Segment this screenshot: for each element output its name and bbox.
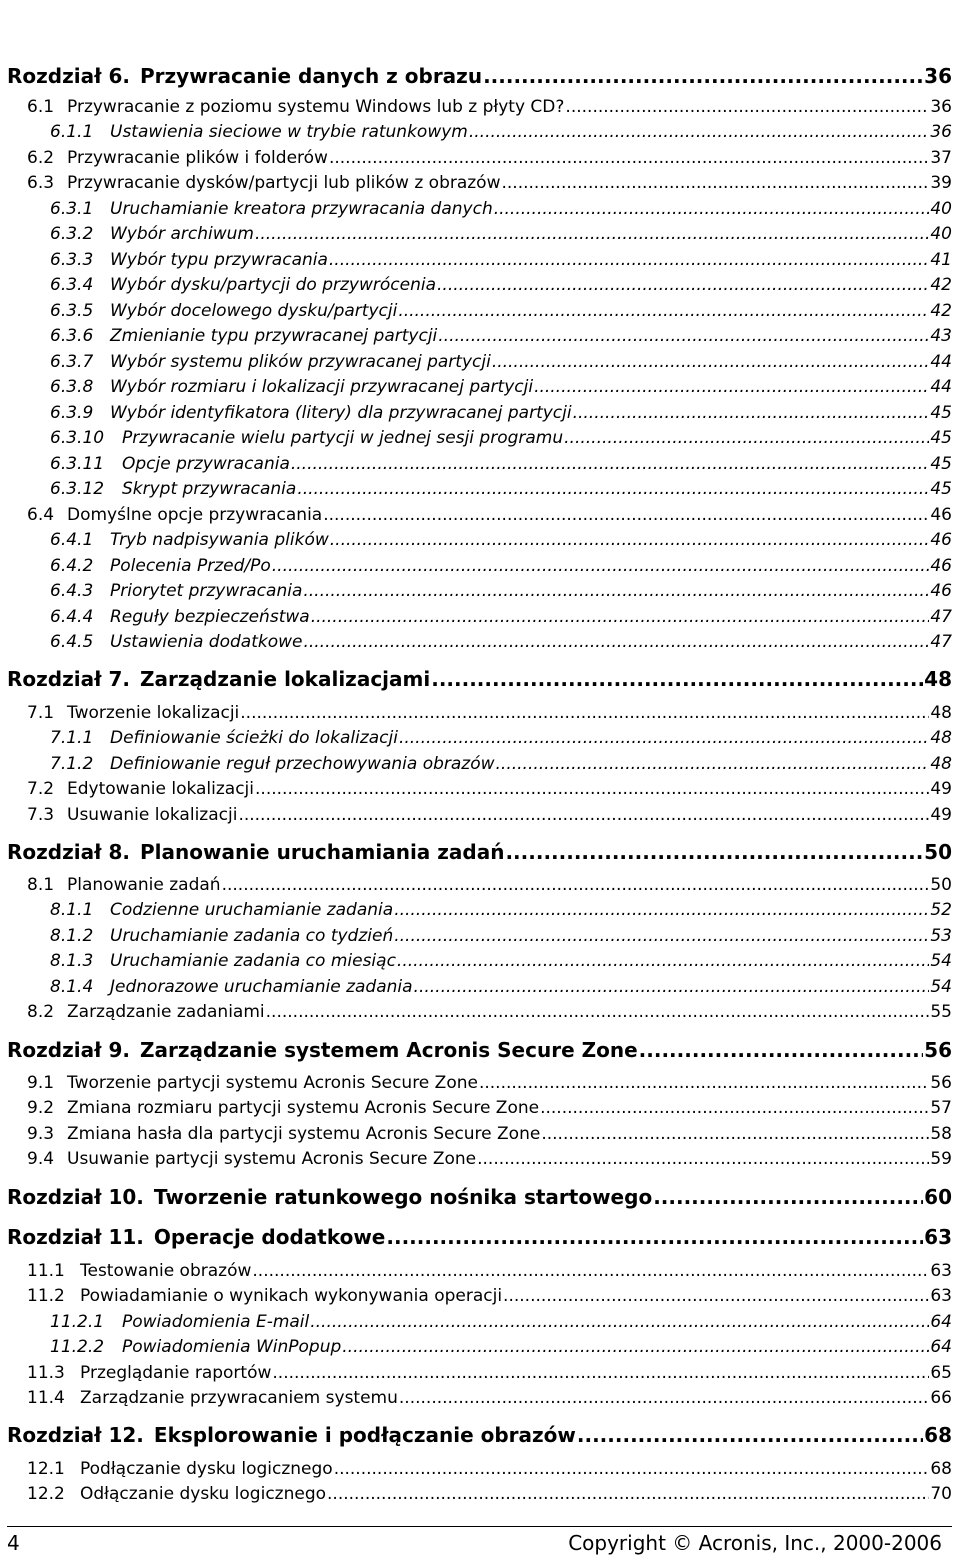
toc-subsection-row[interactable]: [50, 377, 952, 397]
toc-entry-title: Planowanie uruchamiania zadań: [140, 840, 505, 864]
toc-dot-leader: [255, 779, 929, 799]
toc-entry-page: 40: [930, 224, 952, 244]
toc-entry-title: Wybór systemu plików przywracanej partycji: [110, 352, 491, 372]
toc-dot-leader: [327, 1484, 929, 1504]
toc-entry-number: 6.4.5: [50, 632, 94, 652]
toc-entry-page: 48: [930, 703, 952, 723]
toc-entry-number: 9.4: [27, 1149, 55, 1169]
toc-dot-leader: [329, 148, 929, 168]
toc-entry-title: Przywracanie wielu partycji w jednej sesji programu: [122, 428, 564, 448]
toc-entry-title: Wybór rozmiaru i lokalizacji przywracanej partycji: [110, 377, 534, 397]
toc-entry-number: 11.1: [27, 1261, 65, 1281]
toc-subsection-row[interactable]: [50, 275, 952, 295]
toc-entry-page: 54: [930, 977, 952, 997]
toc-entry-page: 59: [930, 1149, 952, 1169]
toc-subsection-row[interactable]: [50, 632, 952, 652]
footer-divider: [7, 1526, 952, 1527]
toc-entry-number: 6.3.4: [50, 275, 94, 295]
toc-entry-title: Planowanie zadań: [67, 875, 221, 895]
toc-entry-page: 65: [930, 1363, 952, 1383]
toc-entry-number: Rozdział 11.: [7, 1225, 144, 1249]
toc-entry-title: Wybór archiwum: [110, 224, 254, 244]
toc-section-row[interactable]: [27, 173, 952, 193]
toc-entry-number: 7.1.1: [50, 728, 94, 748]
toc-entry-number: Rozdział 7.: [7, 667, 130, 691]
toc-entry-page: 36: [930, 122, 952, 142]
toc-dot-leader: [437, 275, 929, 295]
toc-subsection-row[interactable]: [50, 951, 952, 971]
toc-entry-number: 11.4: [27, 1388, 65, 1408]
toc-dot-leader: [492, 352, 930, 372]
toc-dot-leader: [394, 900, 929, 920]
toc-entry-title: Ustawienia dodatkowe: [110, 632, 303, 652]
toc-section-row[interactable]: [27, 1098, 952, 1118]
toc-entry-number: 6.3.2: [50, 224, 94, 244]
toc-entry-title: Zarządzanie zadaniami: [67, 1002, 265, 1022]
toc-entry-page: 42: [930, 301, 952, 321]
toc-entry-number: 9.3: [27, 1124, 55, 1144]
toc-entry-number: 6.3.10: [50, 428, 105, 448]
toc-subsection-row[interactable]: [50, 900, 952, 920]
toc-dot-leader: [479, 1073, 929, 1093]
toc-dot-leader: [272, 556, 930, 576]
toc-entry-number: 9.2: [27, 1098, 55, 1118]
toc-entry-title: Jednorazowe uruchamianie zadania: [110, 977, 413, 997]
toc-dot-leader: [564, 428, 929, 448]
toc-chapter-row[interactable]: [7, 1038, 952, 1062]
toc-subsection-row[interactable]: [50, 479, 952, 499]
toc-entry-page: 60: [924, 1185, 952, 1209]
toc-subsection-row[interactable]: [50, 250, 952, 270]
toc-entry-page: 70: [930, 1484, 952, 1504]
toc-dot-leader: [399, 1388, 929, 1408]
toc-section-row[interactable]: [27, 1149, 952, 1169]
toc-section-row[interactable]: [27, 148, 952, 168]
toc-chapter-row[interactable]: [7, 1225, 952, 1249]
toc-entry-number: 7.1: [27, 703, 55, 723]
toc-entry-number: 6.1.1: [50, 122, 94, 142]
toc-chapter-row[interactable]: [7, 1423, 952, 1447]
toc-entry-number: 12.1: [27, 1459, 65, 1479]
toc-entry-number: 6.4.3: [50, 581, 94, 601]
toc-entry-number: Rozdział 9.: [7, 1038, 130, 1062]
toc-entry-page: 64: [930, 1337, 952, 1357]
toc-dot-leader: [503, 1286, 929, 1306]
toc-dot-leader: [541, 1124, 929, 1144]
toc-entry-number: 8.1.2: [50, 926, 94, 946]
toc-entry-title: Opcje przywracania: [122, 454, 290, 474]
toc-dot-leader: [394, 926, 929, 946]
toc-entry-page: 63: [930, 1261, 952, 1281]
toc-entry-number: 8.1.1: [50, 900, 94, 920]
toc-dot-leader: [399, 728, 929, 748]
toc-entry-title: Tworzenie lokalizacji: [67, 703, 240, 723]
toc-entry-number: 7.3: [27, 805, 55, 825]
toc-entry-title: Tryb nadpisywania plików: [110, 530, 329, 550]
toc-dot-leader: [310, 1312, 929, 1332]
toc-entry-title: Zmienianie typu przywracanej partycji: [110, 326, 438, 346]
toc-entry-number: 6.1: [27, 97, 55, 117]
toc-dot-leader: [329, 250, 929, 270]
toc-dot-leader: [272, 1363, 929, 1383]
toc-entry-title: Edytowanie lokalizacji: [67, 779, 255, 799]
toc-subsection-row[interactable]: [50, 454, 952, 474]
toc-section-row[interactable]: [27, 1286, 952, 1306]
toc-entry-title: Zarządzanie systemem Acronis Secure Zone: [140, 1038, 638, 1062]
toc-entry-page: 45: [930, 454, 952, 474]
toc-entry-page: 50: [930, 875, 952, 895]
toc-entry-number: Rozdział 6.: [7, 64, 130, 88]
toc-entry-number: 8.2: [27, 1002, 55, 1022]
toc-entry-page: 53: [930, 926, 952, 946]
toc-subsection-row[interactable]: [50, 977, 952, 997]
toc-entry-title: Reguły bezpieczeństwa: [110, 607, 310, 627]
toc-dot-leader: [653, 1185, 923, 1209]
toc-dot-leader: [222, 875, 930, 895]
toc-section-row[interactable]: [27, 97, 952, 117]
toc-entry-page: 63: [930, 1286, 952, 1306]
toc-dot-leader: [303, 632, 929, 652]
toc-dot-leader: [303, 581, 929, 601]
toc-dot-leader: [398, 301, 929, 321]
page-number: 4: [7, 1531, 20, 1555]
toc-dot-leader: [386, 1225, 923, 1249]
toc-entry-number: 11.2.2: [50, 1337, 105, 1357]
toc-entry-title: Priorytet przywracania: [110, 581, 303, 601]
toc-dot-leader: [334, 1459, 930, 1479]
toc-entry-title: Ustawienia sieciowe w trybie ratunkowym: [110, 122, 468, 142]
toc-entry-number: 8.1.4: [50, 977, 94, 997]
toc-entry-title: Tworzenie ratunkowego nośnika startowego: [153, 1185, 653, 1209]
toc-subsection-row[interactable]: [50, 926, 952, 946]
toc-entry-page: 46: [930, 556, 952, 576]
toc-entry-title: Definiowanie ścieżki do lokalizacji: [110, 728, 398, 748]
toc-entry-title: Uruchamianie kreatora przywracania danych: [110, 199, 493, 219]
toc-entry-page: 50: [924, 840, 952, 864]
toc-entry-page: 45: [930, 479, 952, 499]
toc-entry-number: 6.3.12: [50, 479, 105, 499]
toc-subsection-row[interactable]: [50, 728, 952, 748]
toc-dot-leader: [469, 122, 930, 142]
toc-entry-title: Uruchamianie zadania co tydzień: [110, 926, 394, 946]
toc-entry-page: 54: [930, 951, 952, 971]
toc-entry-title: Powiadamianie o wynikach wykonywania operacji: [80, 1286, 503, 1306]
toc-dot-leader: [297, 479, 929, 499]
toc-section-row[interactable]: [27, 779, 952, 799]
toc-entry-page: 68: [924, 1423, 952, 1447]
toc-section-row[interactable]: [27, 1459, 952, 1479]
toc-dot-leader: [238, 805, 929, 825]
toc-entry-number: 6.3.7: [50, 352, 94, 372]
toc-entry-page: 68: [930, 1459, 952, 1479]
toc-dot-leader: [414, 977, 930, 997]
toc-section-row[interactable]: [27, 1002, 952, 1022]
toc-subsection-row[interactable]: [50, 122, 952, 142]
toc-entry-title: Wybór typu przywracania: [110, 250, 328, 270]
toc-entry-title: Wybór docelowego dysku/partycji: [110, 301, 398, 321]
toc-subsection-row[interactable]: [50, 556, 952, 576]
toc-entry-title: Powiadomienia E-mail: [122, 1312, 310, 1332]
toc-entry-page: 49: [930, 779, 952, 799]
toc-entry-number: 8.1.3: [50, 951, 94, 971]
toc-entry-title: Codzienne uruchamianie zadania: [110, 900, 394, 920]
toc-section-row[interactable]: [27, 1124, 952, 1144]
toc-entry-page: 47: [930, 607, 952, 627]
toc-entry-number: 6.3.1: [50, 199, 94, 219]
toc-section-row[interactable]: [27, 1388, 952, 1408]
toc-section-row[interactable]: [27, 1363, 952, 1383]
toc-entry-number: Rozdział 10.: [7, 1185, 144, 1209]
toc-entry-number: 8.1: [27, 875, 55, 895]
toc-entry-title: Uruchamianie zadania co miesiąc: [110, 951, 396, 971]
toc-subsection-row[interactable]: [50, 607, 952, 627]
toc-entry-page: 46: [930, 530, 952, 550]
toc-entry-number: 6.4.1: [50, 530, 94, 550]
toc-entry-number: 6.3.11: [50, 454, 105, 474]
toc-entry-number: 11.2: [27, 1286, 65, 1306]
toc-entry-title: Domyślne opcje przywracania: [67, 505, 323, 525]
toc-entry-title: Polecenia Przed/Po: [110, 556, 271, 576]
toc-dot-leader: [266, 1002, 930, 1022]
toc-entry-page: 40: [930, 199, 952, 219]
toc-dot-leader: [502, 173, 930, 193]
toc-entry-page: 36: [930, 97, 952, 117]
toc-entry-page: 64: [930, 1312, 952, 1332]
toc-dot-leader: [431, 667, 923, 691]
toc-section-row[interactable]: [27, 1484, 952, 1504]
toc-entry-page: 57: [930, 1098, 952, 1118]
toc-entry-number: 6.3: [27, 173, 55, 193]
toc-entry-title: Usuwanie partycji systemu Acronis Secure Zone: [67, 1149, 477, 1169]
toc-entry-number: 6.2: [27, 148, 55, 168]
toc-dot-leader: [252, 1261, 929, 1281]
toc-entry-title: Powiadomienia WinPopup: [122, 1337, 342, 1357]
toc-entry-title: Tworzenie partycji systemu Acronis Secure Zone: [67, 1073, 478, 1093]
toc-dot-leader: [342, 1337, 929, 1357]
toc-subsection-row[interactable]: [50, 1312, 952, 1332]
toc-entry-number: 6.4.4: [50, 607, 94, 627]
toc-subsection-row[interactable]: [50, 199, 952, 219]
toc-dot-leader: [477, 1149, 929, 1169]
toc-entry-title: Definiowanie reguł przechowywania obrazów: [110, 754, 495, 774]
toc-entry-title: Przywracanie z poziomu systemu Windows lub z płyty CD?: [67, 97, 565, 117]
toc-dot-leader: [496, 754, 930, 774]
toc-entry-title: Testowanie obrazów: [80, 1261, 252, 1281]
toc-entry-page: 48: [930, 728, 952, 748]
toc-entry-title: Wybór dysku/partycji do przywrócenia: [110, 275, 437, 295]
toc-dot-leader: [505, 840, 923, 864]
toc-dot-leader: [577, 1423, 923, 1447]
page-footer: [7, 1531, 942, 1555]
toc-subsection-row[interactable]: [50, 1337, 952, 1357]
toc-entry-title: Usuwanie lokalizacji: [67, 805, 238, 825]
toc-entry-number: 7.1.2: [50, 754, 94, 774]
toc-section-row[interactable]: [27, 703, 952, 723]
toc-subsection-row[interactable]: [50, 530, 952, 550]
toc-entry-page: 44: [930, 352, 952, 372]
toc-dot-leader: [534, 377, 929, 397]
toc-entry-page: 36: [924, 64, 952, 88]
toc-subsection-row[interactable]: [50, 754, 952, 774]
toc-entry-page: 48: [924, 667, 952, 691]
toc-subsection-row[interactable]: [50, 352, 952, 372]
toc-chapter-row[interactable]: [7, 64, 952, 88]
toc-dot-leader: [483, 64, 923, 88]
toc-entry-number: 9.1: [27, 1073, 55, 1093]
toc-dot-leader: [438, 326, 929, 346]
toc-entry-page: 42: [930, 275, 952, 295]
toc-dot-leader: [540, 1098, 929, 1118]
toc-entry-title: Zarządzanie przywracaniem systemu: [80, 1388, 398, 1408]
toc-entry-page: 46: [930, 581, 952, 601]
toc-entry-number: 6.3.5: [50, 301, 94, 321]
toc-section-row[interactable]: [27, 1261, 952, 1281]
toc-entry-number: 6.3.9: [50, 403, 94, 423]
toc-entry-page: 45: [930, 428, 952, 448]
toc-subsection-row[interactable]: [50, 326, 952, 346]
toc-section-row[interactable]: [27, 805, 952, 825]
toc-entry-title: Przywracanie plików i folderów: [67, 148, 328, 168]
toc-entry-title: Wybór identyfikatora (litery) dla przywracanej partycji: [110, 403, 572, 423]
toc-entry-number: 6.4.2: [50, 556, 94, 576]
toc-section-row[interactable]: [27, 1073, 952, 1093]
toc-entry-page: 41: [930, 250, 952, 270]
toc-entry-page: 63: [924, 1225, 952, 1249]
toc-entry-page: 58: [930, 1124, 952, 1144]
toc-entry-title: Podłączanie dysku logicznego: [80, 1459, 333, 1479]
toc-entry-number: 6.3.6: [50, 326, 94, 346]
toc-entry-title: Skrypt przywracania: [122, 479, 297, 499]
toc-entry-number: 11.3: [27, 1363, 65, 1383]
toc-dot-leader: [397, 951, 929, 971]
toc-entry-page: 55: [930, 1002, 952, 1022]
toc-dot-leader: [323, 505, 929, 525]
toc-dot-leader: [291, 454, 930, 474]
toc-dot-leader: [565, 97, 929, 117]
toc-entry-number: 7.2: [27, 779, 55, 799]
toc-entry-title: Przywracanie danych z obrazu: [140, 64, 483, 88]
toc-entry-title: Eksplorowanie i podłączanie obrazów: [153, 1423, 576, 1447]
toc-subsection-row[interactable]: [50, 301, 952, 321]
toc-entry-page: 49: [930, 805, 952, 825]
toc-entry-title: Operacje dodatkowe: [153, 1225, 386, 1249]
toc-entry-page: 37: [930, 148, 952, 168]
toc-entry-title: Zarządzanie lokalizacjami: [140, 667, 431, 691]
toc-subsection-row[interactable]: [50, 403, 952, 423]
toc-entry-title: Zmiana rozmiaru partycji systemu Acronis Secure Zone: [67, 1098, 540, 1118]
toc-entry-page: 45: [930, 403, 952, 423]
toc-entry-number: Rozdział 12.: [7, 1423, 144, 1447]
toc-entry-number: 6.3.3: [50, 250, 94, 270]
toc-dot-leader: [494, 199, 930, 219]
toc-subsection-row[interactable]: [50, 224, 952, 244]
toc-entry-number: Rozdział 8.: [7, 840, 130, 864]
toc-entry-number: 6.4: [27, 505, 55, 525]
toc-chapter-row[interactable]: [7, 1185, 952, 1209]
toc-entry-title: Przywracanie dysków/partycji lub plików z obrazów: [67, 173, 501, 193]
copyright-notice: Copyright © Acronis, Inc., 2000-2006: [568, 1531, 942, 1555]
toc-entry-title: Zmiana hasła dla partycji systemu Acronis Secure Zone: [67, 1124, 541, 1144]
toc-entry-title: Przeglądanie raportów: [80, 1363, 272, 1383]
toc-section-row[interactable]: [27, 505, 952, 525]
toc-entry-page: 46: [930, 505, 952, 525]
toc-entry-page: 47: [930, 632, 952, 652]
toc-entry-page: 56: [930, 1073, 952, 1093]
toc-entry-page: 44: [930, 377, 952, 397]
toc-dot-leader: [573, 403, 930, 423]
toc-entry-page: 56: [924, 1038, 952, 1062]
toc-entry-page: 43: [930, 326, 952, 346]
toc-entry-title: Odłączanie dysku logicznego: [80, 1484, 327, 1504]
toc-entry-number: 12.2: [27, 1484, 65, 1504]
toc-dot-leader: [240, 703, 929, 723]
toc-entry-page: 66: [930, 1388, 952, 1408]
toc-dot-leader: [255, 224, 929, 244]
toc-section-row[interactable]: [27, 875, 952, 895]
toc-dot-leader: [330, 530, 930, 550]
toc-entry-page: 52: [930, 900, 952, 920]
toc-entry-page: 48: [930, 754, 952, 774]
toc-dot-leader: [639, 1038, 924, 1062]
toc-subsection-row[interactable]: [50, 428, 952, 448]
toc-chapter-row[interactable]: [7, 667, 952, 691]
toc-dot-leader: [311, 607, 930, 627]
toc-subsection-row[interactable]: [50, 581, 952, 601]
toc-entry-page: 39: [930, 173, 952, 193]
toc-chapter-row[interactable]: [7, 840, 952, 864]
toc-entry-number: 6.3.8: [50, 377, 94, 397]
toc-entry-number: 11.2.1: [50, 1312, 105, 1332]
